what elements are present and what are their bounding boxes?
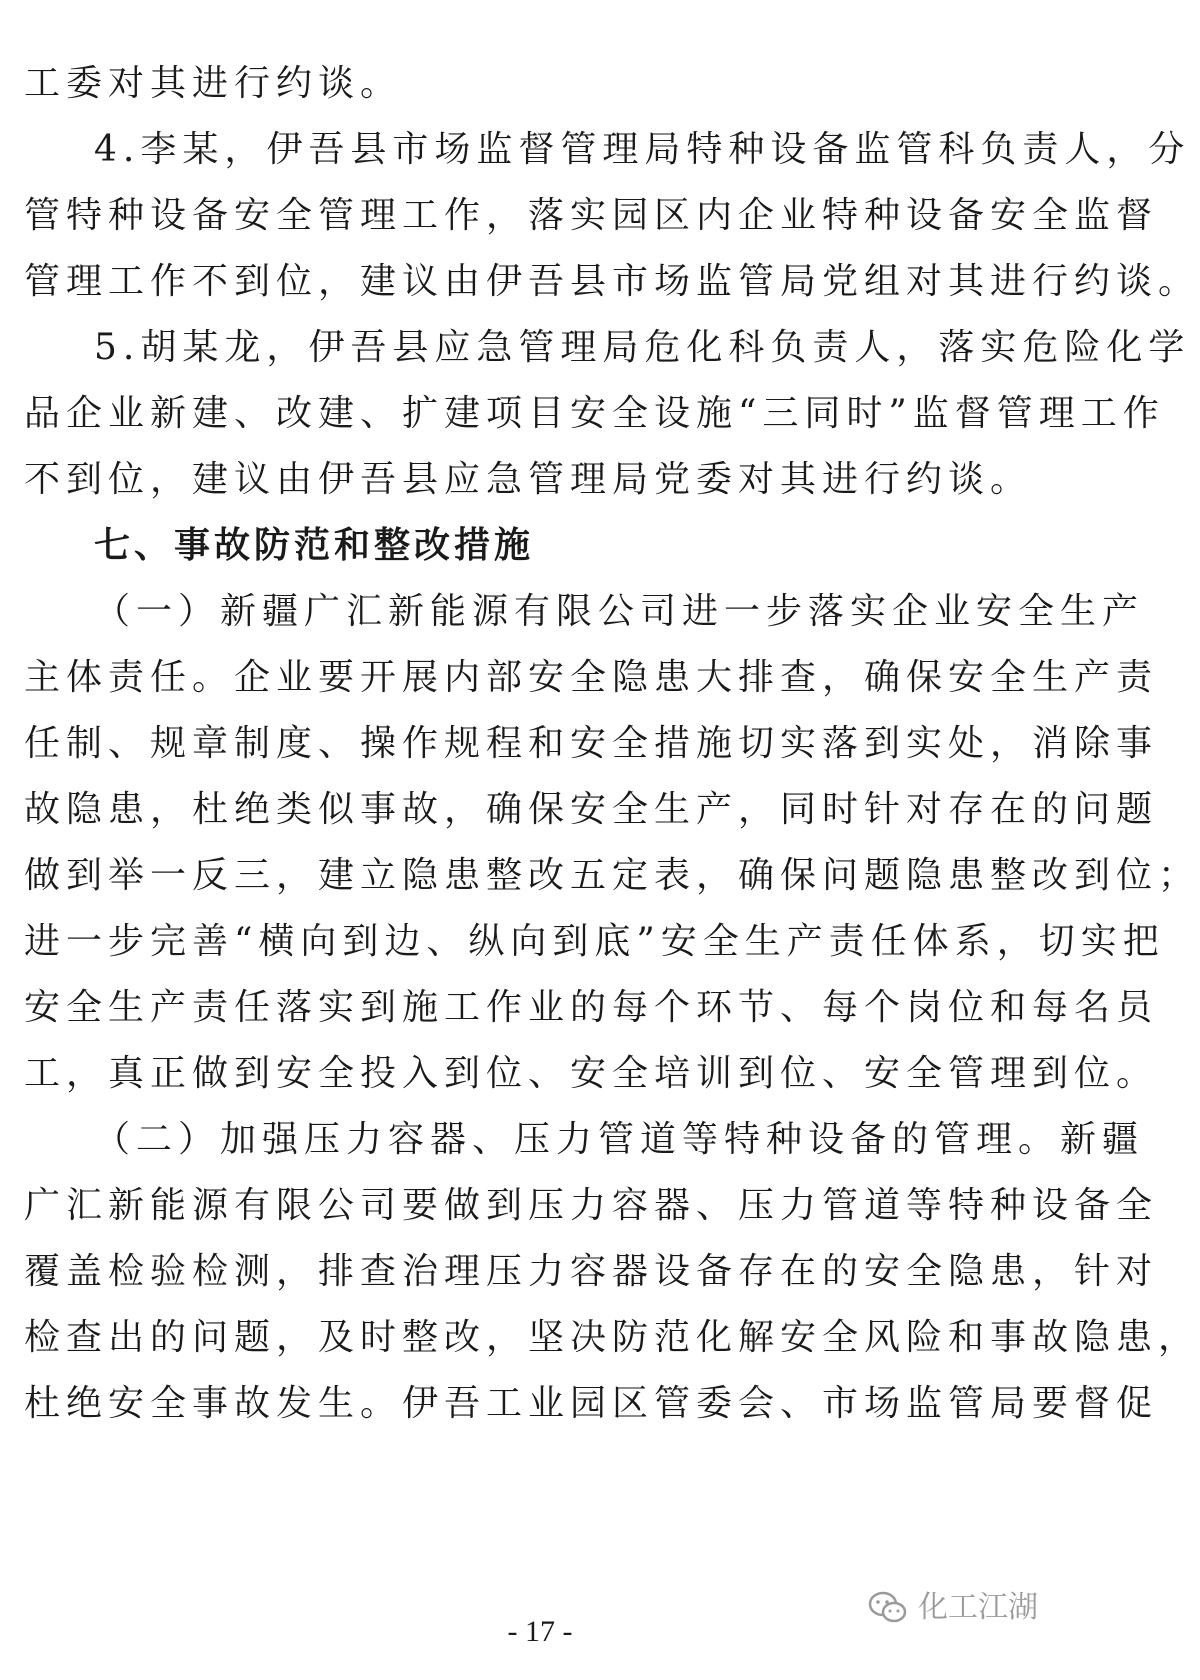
- text-line: 检查出的问题，及时整改，坚决防范化解安全风险和事故隐患，: [24, 1317, 1200, 1358]
- text-line: （一）新疆广汇新能源有限公司进一步落实企业安全生产: [94, 591, 1145, 632]
- text-line: 广汇新能源有限公司要做到压力容器、压力管道等特种设备全: [24, 1185, 1159, 1226]
- text-line: 管理工作不到位，建议由伊吾县市场监管局党组对其进行约谈。: [24, 261, 1200, 302]
- section-heading: 七、事故防范和整改措施: [94, 525, 535, 566]
- text-line: 安全生产责任落实到施工作业的每个环节、每个岗位和每名员: [24, 987, 1159, 1028]
- text-line: 进一步完善“横向到边、纵向到底”安全生产责任体系，切实把: [24, 921, 1165, 962]
- page-number: - 17 -: [507, 1615, 573, 1648]
- text-line: 5.胡某龙，伊吾县应急管理局危化科负责人，落实危险化学: [94, 327, 1191, 368]
- text-line: 故隐患，杜绝类似事故，确保安全生产，同时针对存在的问题: [24, 789, 1159, 830]
- watermark-text: 化工江湖: [918, 1590, 1038, 1625]
- text-line: 管特种设备安全管理工作，落实园区内企业特种设备安全监督: [24, 195, 1159, 236]
- text-line: 覆盖检验检测，排查治理压力容器设备存在的安全隐患，针对: [24, 1251, 1159, 1292]
- text-line: 工，真正做到安全投入到位、安全培训到位、安全管理到位。: [24, 1053, 1159, 1094]
- text-line: 4.李某，伊吾县市场监督管理局特种设备监管科负责人，分: [94, 129, 1191, 170]
- text-line: 做到举一反三，建立隐患整改五定表，确保问题隐患整改到位；: [24, 855, 1200, 896]
- text-line: 不到位，建议由伊吾县应急管理局党委对其进行约谈。: [24, 459, 1033, 500]
- text-line: 杜绝安全事故发生。伊吾工业园区管委会、市场监管局要督促: [24, 1383, 1159, 1424]
- text-line: 品企业新建、改建、扩建项目安全设施“三同时”监督管理工作: [24, 393, 1165, 434]
- text-line: 主体责任。企业要开展内部安全隐患大排查，确保安全生产责: [24, 657, 1159, 698]
- text-line: 任制、规章制度、操作规程和安全措施切实落到实处，消除事: [24, 723, 1159, 764]
- text-line: （二）加强压力容器、压力管道等特种设备的管理。新疆: [94, 1119, 1145, 1160]
- text-line: 工委对其进行约谈。: [24, 63, 403, 104]
